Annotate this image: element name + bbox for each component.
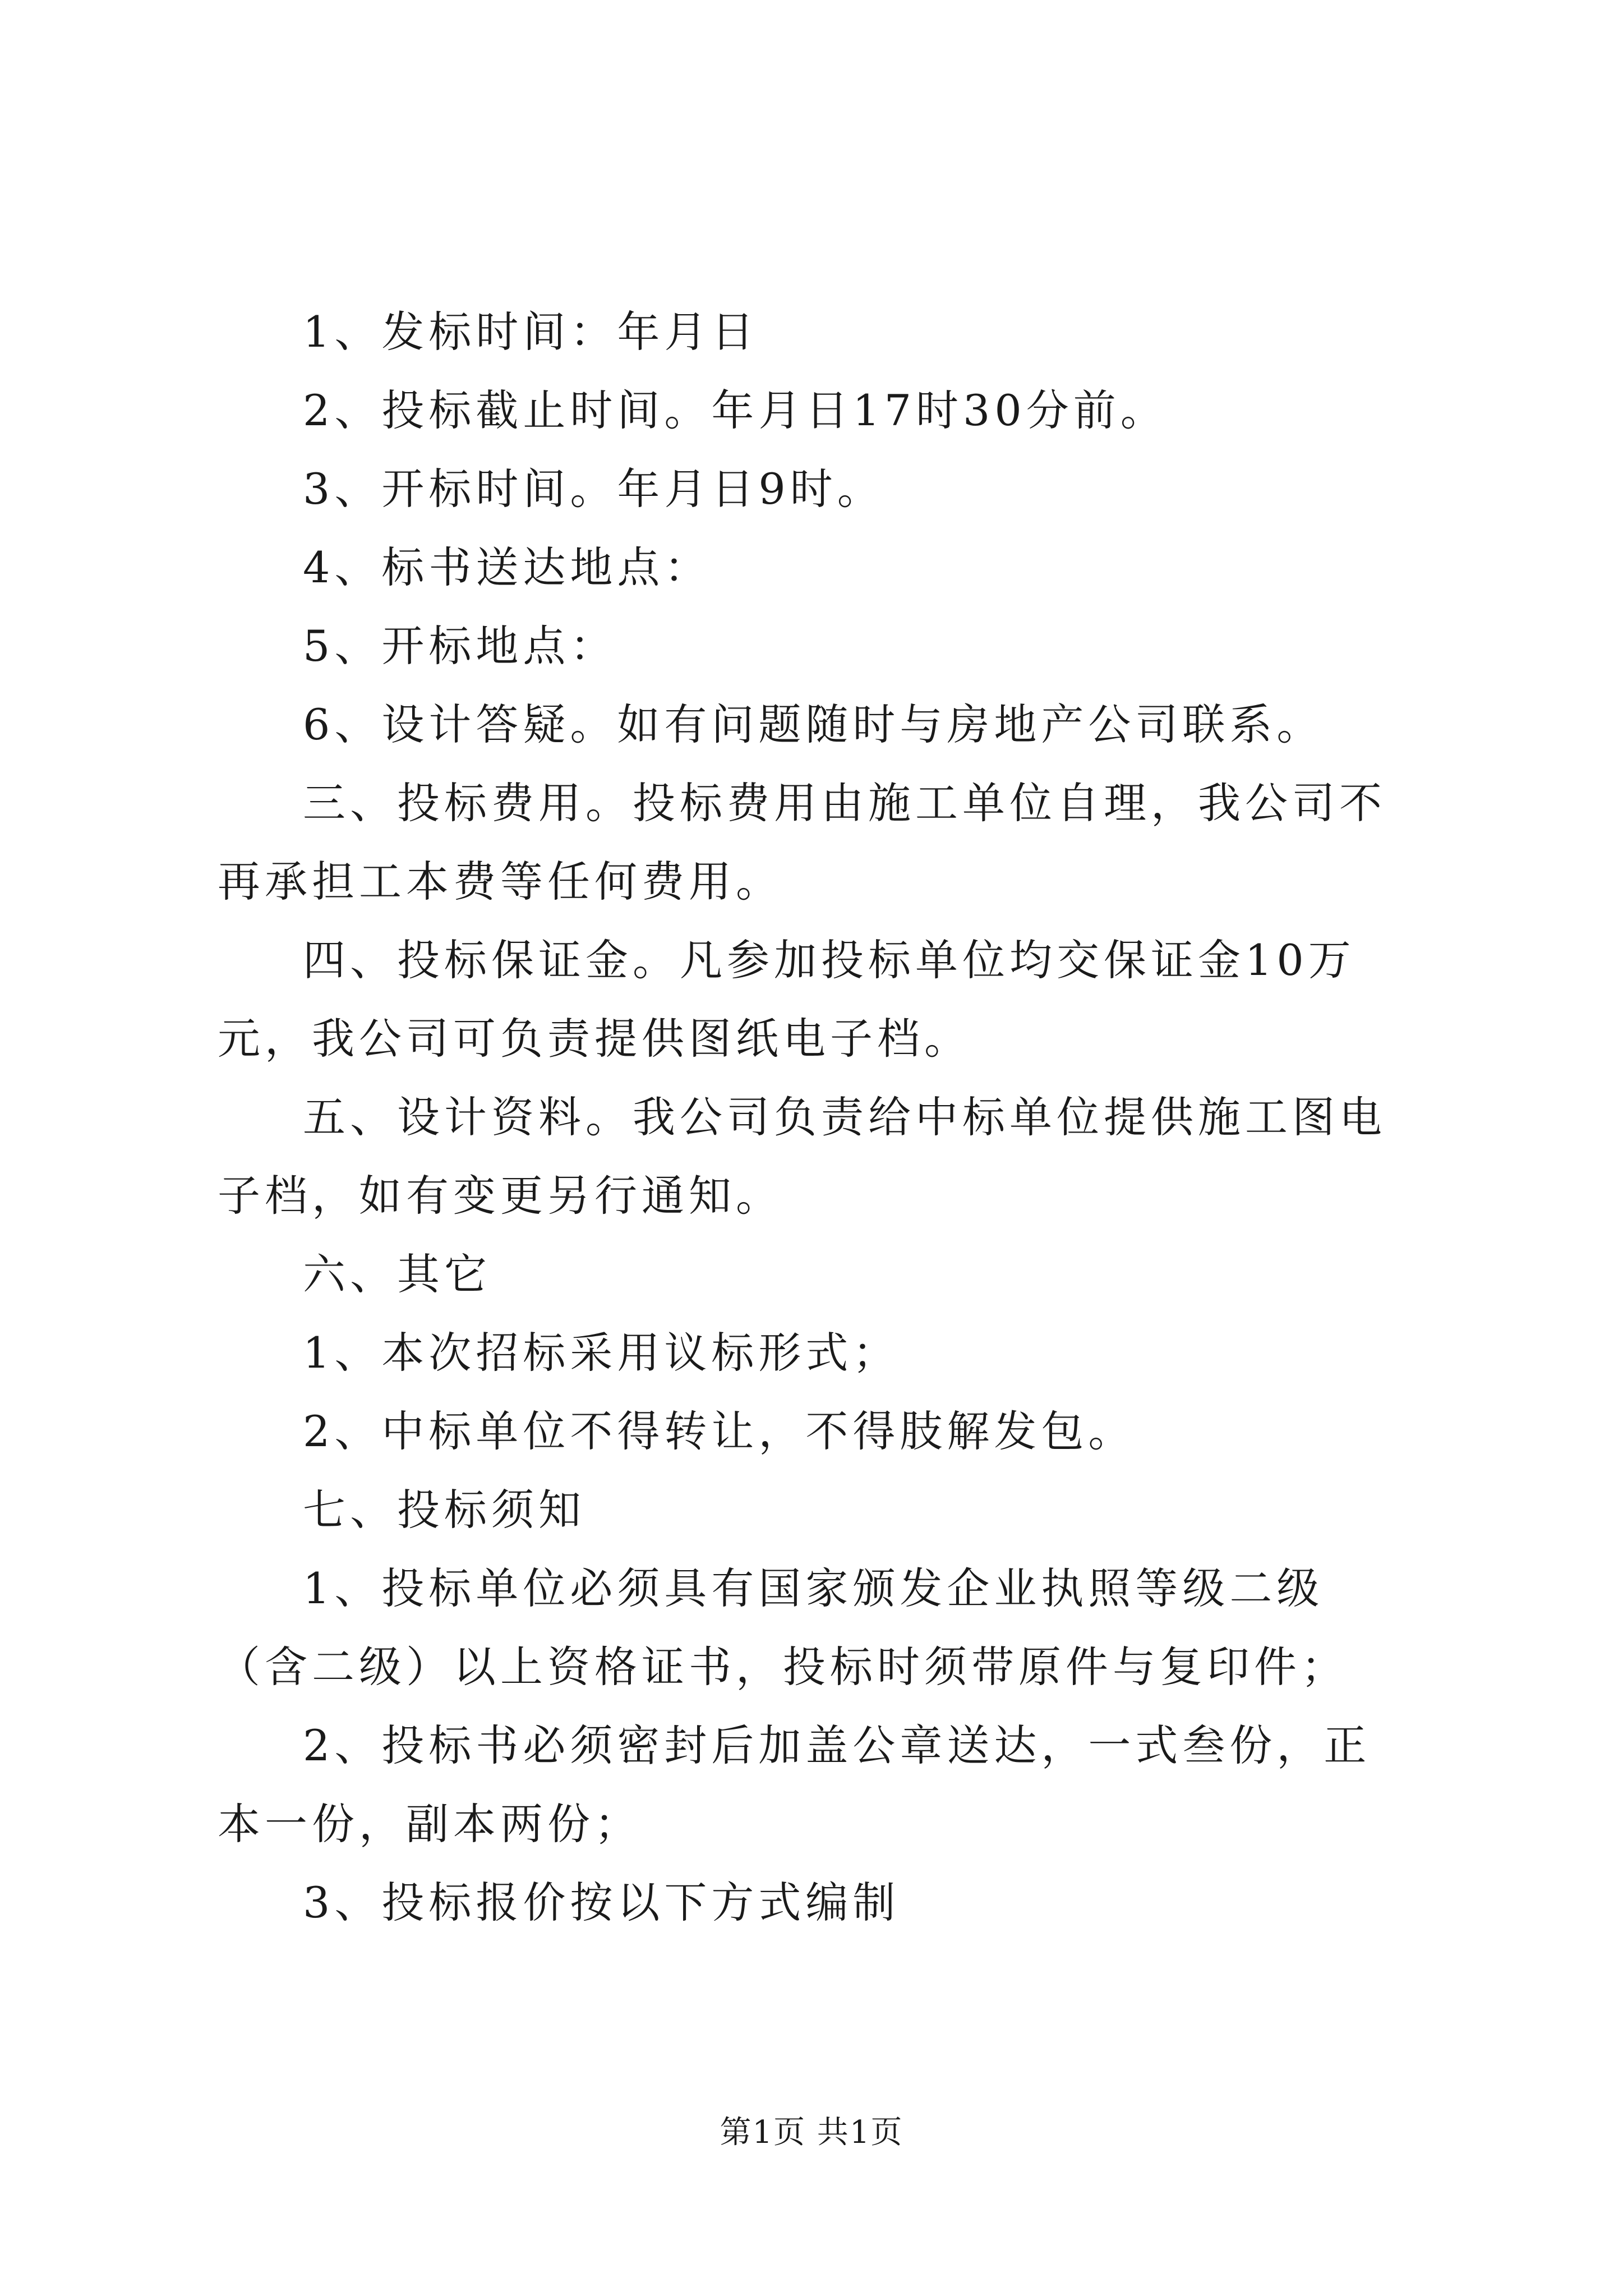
paragraph-delivery-location: 4、标书送达地点： bbox=[303, 542, 712, 592]
paragraph-bid-deadline: 2、投标截止时间。年月日17时30分前。 bbox=[303, 385, 1168, 435]
document-body bbox=[218, 293, 1412, 1942]
paragraph-sealing: 2、投标书必须密封后加盖公章送达，一式叁份，正本一份，副本两份； bbox=[218, 1720, 1371, 1849]
paragraph-no-transfer: 2、中标单位不得转让，不得肢解发包。 bbox=[303, 1406, 1136, 1456]
section-heading-bid-notice: 七、投标须知 bbox=[303, 1485, 585, 1535]
paragraph-design-materials: 五、设计资料。我公司负责给中标单位提供施工图电子档，如有变更另行通知。 bbox=[218, 1092, 1386, 1221]
section-heading-other: 六、其它 bbox=[303, 1249, 491, 1299]
paragraph-bid-deposit: 四、投标保证金。凡参加投标单位均交保证金10万元，我公司可负责提供图纸电子档。 bbox=[218, 935, 1355, 1064]
paragraph-bid-form: 1、本次招标采用议标形式； bbox=[303, 1328, 900, 1378]
paragraph-pricing: 3、投标报价按以下方式编制 bbox=[303, 1878, 900, 1927]
paragraph-opening-location: 5、开标地点： bbox=[303, 621, 617, 671]
paragraph-design-qa: 6、设计答疑。如有问题随时与房地产公司联系。 bbox=[303, 700, 1324, 749]
page-footer: 第1页 共1页 bbox=[720, 2114, 903, 2151]
paragraph-bid-cost: 三、投标费用。投标费用由施工单位自理，我公司不再承担工本费等任何费用。 bbox=[218, 778, 1386, 907]
paragraph-issue-time: 1、发标时间：年月日 bbox=[303, 307, 759, 357]
paragraph-opening-time: 3、开标时间。年月日9时。 bbox=[303, 464, 884, 514]
paragraph-qualification: 1、投标单位必须具有国家颁发企业执照等级二级（含二级）以上资格证书，投标时须带原件与复印件； bbox=[218, 1563, 1348, 1692]
